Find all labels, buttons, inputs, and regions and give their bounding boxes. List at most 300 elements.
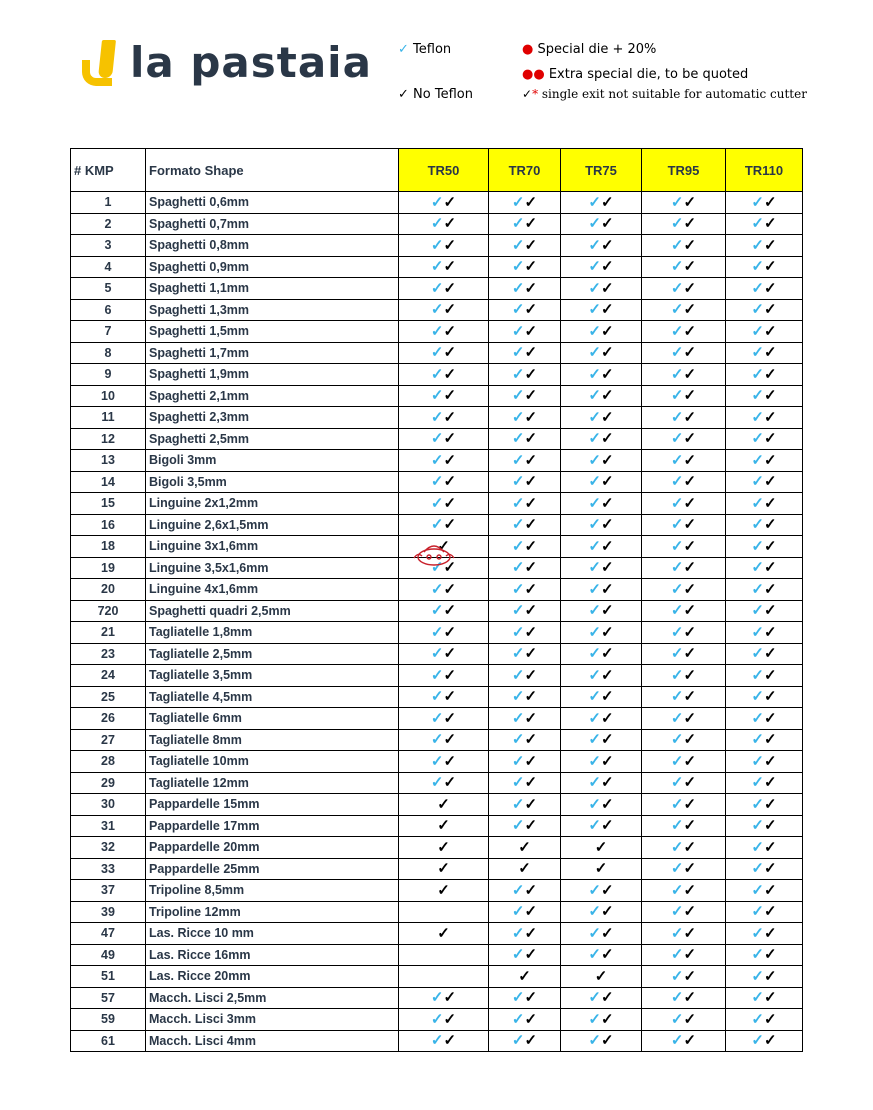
shape-name: Bigoli 3,5mm xyxy=(146,471,399,493)
availability-cell-tr95 xyxy=(642,256,726,278)
availability-cell-tr110 xyxy=(726,901,803,923)
shape-name: Tagliatelle 2,5mm xyxy=(146,643,399,665)
availability-cell-tr95 xyxy=(642,342,726,364)
teflon-check-icon: ✓ xyxy=(670,967,684,985)
no-teflon-check-icon: ✓ xyxy=(601,258,614,276)
no-teflon-check-icon: ✓ xyxy=(601,279,614,297)
no-teflon-check-icon: ✓ xyxy=(601,817,614,835)
availability-cell-tr75 xyxy=(561,299,642,321)
teflon-check-icon: ✓ xyxy=(430,688,444,706)
availability-cell-tr95 xyxy=(642,536,726,558)
availability-cell-tr50 xyxy=(399,686,489,708)
teflon-check-icon: ✓ xyxy=(751,688,764,706)
shape-name: Macch. Lisci 2,5mm xyxy=(146,987,399,1009)
no-teflon-check-icon: ✓ xyxy=(443,387,457,405)
availability-cell-tr95 xyxy=(642,622,726,644)
teflon-check-icon: ✓ xyxy=(670,1032,684,1050)
no-teflon-check-icon: ✓ xyxy=(764,408,777,426)
no-teflon-check-icon: ✓ xyxy=(601,709,614,727)
teflon-check-icon: ✓ xyxy=(751,623,764,641)
teflon-check-icon: ✓ xyxy=(751,924,764,942)
no-teflon-check-icon: ✓ xyxy=(601,537,614,555)
no-teflon-check-icon: ✓ xyxy=(601,688,614,706)
teflon-check-icon: ✓ xyxy=(751,731,764,749)
no-teflon-check-icon: ✓ xyxy=(524,709,538,727)
teflon-check-icon: ✓ xyxy=(751,473,764,491)
shape-name: Spaghetti 0,8mm xyxy=(146,235,399,257)
availability-cell-tr110 xyxy=(726,622,803,644)
no-teflon-check-icon: ✓ xyxy=(683,258,697,276)
availability-cell-tr75 xyxy=(561,1030,642,1052)
legend-special-die xyxy=(522,42,656,57)
teflon-check-icon: ✓ xyxy=(588,645,601,663)
availability-cell-tr110 xyxy=(726,557,803,579)
no-teflon-check-icon: ✓ xyxy=(601,301,614,319)
availability-cell-tr110 xyxy=(726,213,803,235)
teflon-check-icon: ✓ xyxy=(751,752,764,770)
shape-name: Tagliatelle 12mm xyxy=(146,772,399,794)
no-teflon-check-icon: ✓ xyxy=(601,215,614,233)
no-teflon-check-icon: ✓ xyxy=(443,666,457,684)
availability-cell-tr95 xyxy=(642,987,726,1009)
teflon-check-icon: ✓ xyxy=(430,645,444,663)
header-tr70: TR70 xyxy=(489,149,561,192)
teflon-check-icon: ✓ xyxy=(430,473,444,491)
teflon-check-icon: ✓ xyxy=(430,774,444,792)
availability-cell-tr50 xyxy=(399,428,489,450)
kmp-number: 18 xyxy=(71,536,146,558)
availability-cell-tr75 xyxy=(561,837,642,859)
teflon-check-icon: ✓ xyxy=(670,365,684,383)
teflon-check-icon: ✓ xyxy=(588,279,601,297)
no-teflon-check-icon: ✓ xyxy=(683,1032,697,1050)
availability-cell-tr50 xyxy=(399,837,489,859)
no-teflon-check-icon: ✓ xyxy=(524,193,538,211)
kmp-number: 57 xyxy=(71,987,146,1009)
teflon-check-icon: ✓ xyxy=(751,279,764,297)
no-teflon-check-icon: ✓ xyxy=(764,473,777,491)
availability-cell-tr95 xyxy=(642,192,726,214)
availability-cell-tr70 xyxy=(489,966,561,988)
availability-cell-tr70 xyxy=(489,815,561,837)
availability-cell-tr50 xyxy=(399,385,489,407)
no-teflon-check-icon: ✓ xyxy=(443,709,457,727)
brand-name: la pastaia xyxy=(130,37,372,87)
availability-cell-tr110 xyxy=(726,278,803,300)
table-row xyxy=(71,471,803,493)
teflon-check-icon: ✓ xyxy=(430,559,444,577)
no-teflon-check-icon: ✓ xyxy=(524,924,538,942)
table-row xyxy=(71,643,803,665)
no-teflon-check-icon: ✓ xyxy=(764,709,777,727)
teflon-check-icon: ✓ xyxy=(751,559,764,577)
kmp-number: 31 xyxy=(71,815,146,837)
header-tr110: TR110 xyxy=(726,149,803,192)
no-teflon-check-icon: ✓ xyxy=(443,430,457,448)
table-row xyxy=(71,686,803,708)
no-teflon-check-icon: ✓ xyxy=(601,494,614,512)
no-teflon-check-icon: ✓ xyxy=(443,473,457,491)
availability-cell-tr70 xyxy=(489,1009,561,1031)
teflon-check-icon: ✓ xyxy=(670,666,684,684)
availability-cell-tr75 xyxy=(561,536,642,558)
teflon-check-icon: ✓ xyxy=(751,1010,764,1028)
brand-logo xyxy=(80,34,372,90)
no-teflon-check-icon: ✓ xyxy=(443,774,457,792)
legend-no-teflon xyxy=(398,87,473,102)
no-teflon-check-icon: ✓ xyxy=(764,322,777,340)
teflon-check-icon: ✓ xyxy=(670,838,684,856)
legend-single-label: single exit not suitable for automatic cutter xyxy=(541,87,807,101)
kmp-number: 13 xyxy=(71,450,146,472)
no-teflon-check-icon: ✓ xyxy=(443,602,457,620)
teflon-check-icon: ✓ xyxy=(511,473,525,491)
table-row xyxy=(71,729,803,751)
teflon-check-icon: ✓ xyxy=(430,193,444,211)
teflon-check-icon: ✓ xyxy=(670,516,684,534)
no-teflon-check-icon: ✓ xyxy=(601,365,614,383)
no-teflon-check-icon: ✓ xyxy=(764,924,777,942)
no-teflon-check-icon: ✓ xyxy=(764,602,777,620)
availability-cell-tr75 xyxy=(561,772,642,794)
availability-cell-tr95 xyxy=(642,944,726,966)
no-teflon-check-icon: ✓ xyxy=(683,494,697,512)
teflon-check-icon: ✓ xyxy=(751,602,764,620)
shape-name: Linguine 2x1,2mm xyxy=(146,493,399,515)
no-teflon-check-icon: ✓ xyxy=(443,989,457,1007)
availability-cell-tr50 xyxy=(399,901,489,923)
legend-teflon xyxy=(398,42,451,57)
header-tr95: TR95 xyxy=(642,149,726,192)
availability-cell-tr50 xyxy=(399,579,489,601)
no-teflon-check-icon: ✓ xyxy=(764,645,777,663)
table-row xyxy=(71,493,803,515)
no-teflon-check-icon: ✓ xyxy=(683,430,697,448)
availability-cell-tr70 xyxy=(489,536,561,558)
no-teflon-check-icon: ✓ xyxy=(524,666,538,684)
availability-cell-tr70 xyxy=(489,772,561,794)
teflon-check-icon: ✓ xyxy=(588,795,601,813)
availability-cell-tr50 xyxy=(399,235,489,257)
no-teflon-check-icon: ✓ xyxy=(601,924,614,942)
availability-cell-tr95 xyxy=(642,901,726,923)
no-teflon-check-icon: ✓ xyxy=(601,774,614,792)
no-teflon-check-icon: ✓ xyxy=(524,301,538,319)
no-teflon-check-icon: ✓ xyxy=(524,989,538,1007)
teflon-check-icon: ✓ xyxy=(430,752,444,770)
teflon-check-icon: ✓ xyxy=(588,580,601,598)
availability-cell-tr110 xyxy=(726,751,803,773)
red-double-dot-icon: ●● xyxy=(522,67,545,82)
kmp-number: 9 xyxy=(71,364,146,386)
teflon-check-icon: ✓ xyxy=(670,795,684,813)
kmp-number: 51 xyxy=(71,966,146,988)
availability-cell-tr70 xyxy=(489,256,561,278)
table-row xyxy=(71,880,803,902)
teflon-check-icon: ✓ xyxy=(588,408,601,426)
availability-cell-tr50 xyxy=(399,708,489,730)
table-body xyxy=(71,192,803,1052)
kmp-number: 25 xyxy=(71,686,146,708)
no-teflon-check-icon: ✓ xyxy=(764,817,777,835)
teflon-check-icon: ✓ xyxy=(430,236,444,254)
teflon-check-icon: ✓ xyxy=(511,752,525,770)
availability-cell-tr95 xyxy=(642,557,726,579)
teflon-check-icon: ✓ xyxy=(588,623,601,641)
teflon-check-icon: ✓ xyxy=(511,688,525,706)
teflon-check-icon: ✓ xyxy=(670,215,684,233)
availability-cell-tr75 xyxy=(561,213,642,235)
availability-cell-tr110 xyxy=(726,987,803,1009)
availability-cell-tr70 xyxy=(489,708,561,730)
no-teflon-check-icon: ✓ xyxy=(443,408,457,426)
no-teflon-check-icon: ✓ xyxy=(601,408,614,426)
shape-name: Spaghetti 1,3mm xyxy=(146,299,399,321)
no-teflon-check-icon: ✓ xyxy=(524,645,538,663)
no-teflon-check-icon: ✓ xyxy=(683,408,697,426)
availability-cell-tr110 xyxy=(726,299,803,321)
availability-cell-tr75 xyxy=(561,1009,642,1031)
teflon-check-icon: ✓ xyxy=(430,279,444,297)
availability-cell-tr70 xyxy=(489,622,561,644)
availability-cell-tr70 xyxy=(489,557,561,579)
table-row xyxy=(71,858,803,880)
teflon-check-icon: ✓ xyxy=(670,473,684,491)
no-teflon-check-icon: ✓ xyxy=(443,688,457,706)
no-teflon-check-icon: ✓ xyxy=(683,344,697,362)
no-teflon-check-icon: ✓ xyxy=(764,258,777,276)
teflon-check-icon: ✓ xyxy=(511,731,525,749)
table-row xyxy=(71,342,803,364)
availability-cell-tr70 xyxy=(489,794,561,816)
teflon-check-icon: ✓ xyxy=(511,236,525,254)
kmp-number: 8 xyxy=(71,342,146,364)
no-teflon-check-icon: ✓ xyxy=(764,193,777,211)
teflon-check-icon: ✓ xyxy=(588,731,601,749)
teflon-check-icon: ✓ xyxy=(751,967,764,985)
teflon-check-icon: ✓ xyxy=(670,279,684,297)
availability-cell-tr70 xyxy=(489,278,561,300)
teflon-check-icon: ✓ xyxy=(751,774,764,792)
teflon-check-icon: ✓ xyxy=(430,580,444,598)
teflon-check-icon: ✓ xyxy=(588,322,601,340)
no-teflon-check-icon: ✓ xyxy=(601,946,614,964)
no-teflon-check-icon: ✓ xyxy=(443,365,457,383)
no-teflon-check-icon: ✓ xyxy=(443,236,457,254)
teflon-check-icon: ✓ xyxy=(511,709,525,727)
availability-cell-tr70 xyxy=(489,837,561,859)
availability-cell-tr50 xyxy=(399,471,489,493)
availability-cell-tr95 xyxy=(642,407,726,429)
availability-cell-tr75 xyxy=(561,493,642,515)
kmp-number: 49 xyxy=(71,944,146,966)
availability-cell-tr110 xyxy=(726,880,803,902)
availability-cell-tr75 xyxy=(561,514,642,536)
teflon-check-icon: ✓ xyxy=(670,301,684,319)
no-teflon-check-icon: ✓ xyxy=(524,1032,538,1050)
teflon-check-icon: ✓ xyxy=(398,42,409,57)
no-teflon-check-icon: ✓ xyxy=(524,881,538,899)
no-teflon-check-icon: ✓ xyxy=(683,881,697,899)
table-row xyxy=(71,901,803,923)
teflon-check-icon: ✓ xyxy=(511,408,525,426)
availability-cell-tr70 xyxy=(489,385,561,407)
availability-cell-tr95 xyxy=(642,686,726,708)
availability-cell-tr110 xyxy=(726,858,803,880)
no-teflon-check-icon: ✓ xyxy=(764,301,777,319)
no-teflon-check-icon: ✓ xyxy=(683,365,697,383)
no-teflon-check-icon: ✓ xyxy=(683,903,697,921)
availability-cell-tr70 xyxy=(489,299,561,321)
kmp-number: 21 xyxy=(71,622,146,644)
kmp-number: 61 xyxy=(71,1030,146,1052)
teflon-check-icon: ✓ xyxy=(511,645,525,663)
no-teflon-check-icon: ✓ xyxy=(437,537,450,555)
no-teflon-check-icon: ✓ xyxy=(683,215,697,233)
availability-cell-tr50 xyxy=(399,493,489,515)
teflon-check-icon: ✓ xyxy=(670,881,684,899)
teflon-check-icon: ✓ xyxy=(430,451,444,469)
teflon-check-icon: ✓ xyxy=(751,795,764,813)
teflon-check-icon: ✓ xyxy=(670,387,684,405)
availability-cell-tr70 xyxy=(489,342,561,364)
teflon-check-icon: ✓ xyxy=(588,236,601,254)
teflon-check-icon: ✓ xyxy=(511,258,525,276)
teflon-check-icon: ✓ xyxy=(511,666,525,684)
teflon-check-icon: ✓ xyxy=(751,344,764,362)
availability-cell-tr95 xyxy=(642,880,726,902)
no-teflon-check-icon: ✓ xyxy=(764,430,777,448)
availability-cell-tr95 xyxy=(642,493,726,515)
table-row xyxy=(71,794,803,816)
table-row xyxy=(71,428,803,450)
availability-cell-tr70 xyxy=(489,858,561,880)
teflon-check-icon: ✓ xyxy=(751,580,764,598)
no-teflon-check-icon: ✓ xyxy=(683,795,697,813)
table-row xyxy=(71,407,803,429)
no-teflon-check-icon: ✓ xyxy=(443,1010,457,1028)
teflon-check-icon: ✓ xyxy=(751,430,764,448)
availability-cell-tr75 xyxy=(561,256,642,278)
teflon-check-icon: ✓ xyxy=(588,344,601,362)
availability-cell-tr110 xyxy=(726,579,803,601)
no-teflon-check-icon: ✓ xyxy=(524,494,538,512)
teflon-check-icon: ✓ xyxy=(670,645,684,663)
teflon-check-icon: ✓ xyxy=(511,817,525,835)
kmp-number: 7 xyxy=(71,321,146,343)
teflon-check-icon: ✓ xyxy=(430,731,444,749)
teflon-check-icon: ✓ xyxy=(751,322,764,340)
availability-cell-tr70 xyxy=(489,1030,561,1052)
shape-name: Macch. Lisci 4mm xyxy=(146,1030,399,1052)
availability-cell-tr70 xyxy=(489,428,561,450)
teflon-check-icon: ✓ xyxy=(670,688,684,706)
teflon-check-icon: ✓ xyxy=(751,387,764,405)
teflon-check-icon: ✓ xyxy=(511,387,525,405)
availability-cell-tr95 xyxy=(642,772,726,794)
teflon-check-icon: ✓ xyxy=(670,193,684,211)
no-teflon-check-icon: ✓ xyxy=(524,258,538,276)
no-teflon-check-icon: ✓ xyxy=(524,279,538,297)
shape-name: Tagliatelle 1,8mm xyxy=(146,622,399,644)
shape-name: Pappardelle 17mm xyxy=(146,815,399,837)
kmp-number: 27 xyxy=(71,729,146,751)
table-row xyxy=(71,1030,803,1052)
no-teflon-check-icon: ✓ xyxy=(683,989,697,1007)
no-teflon-check-icon: ✓ xyxy=(443,344,457,362)
teflon-check-icon: ✓ xyxy=(511,881,525,899)
availability-cell-tr110 xyxy=(726,493,803,515)
availability-cell-tr70 xyxy=(489,192,561,214)
no-teflon-check-icon: ✓ xyxy=(683,473,697,491)
teflon-check-icon: ✓ xyxy=(670,236,684,254)
table-row xyxy=(71,299,803,321)
availability-cell-tr95 xyxy=(642,471,726,493)
availability-cell-tr75 xyxy=(561,794,642,816)
table-row xyxy=(71,213,803,235)
teflon-check-icon: ✓ xyxy=(670,903,684,921)
teflon-check-icon: ✓ xyxy=(511,279,525,297)
shape-name: Linguine 3x1,6mm xyxy=(146,536,399,558)
teflon-check-icon: ✓ xyxy=(751,903,764,921)
shape-name: Tagliatelle 10mm xyxy=(146,751,399,773)
kmp-number: 30 xyxy=(71,794,146,816)
no-teflon-check-icon: ✓ xyxy=(683,387,697,405)
availability-cell-tr50 xyxy=(399,751,489,773)
no-teflon-check-icon: ✓ xyxy=(398,87,409,102)
availability-cell-tr110 xyxy=(726,837,803,859)
teflon-check-icon: ✓ xyxy=(751,516,764,534)
teflon-check-icon: ✓ xyxy=(430,623,444,641)
no-teflon-check-icon: ✓ xyxy=(524,537,538,555)
teflon-check-icon: ✓ xyxy=(511,623,525,641)
availability-cell-tr70 xyxy=(489,944,561,966)
availability-cell-tr70 xyxy=(489,600,561,622)
no-teflon-check-icon: ✓ xyxy=(683,924,697,942)
shape-name: Tripoline 8,5mm xyxy=(146,880,399,902)
kmp-number: 14 xyxy=(71,471,146,493)
no-teflon-check-icon: ✓ xyxy=(443,494,457,512)
no-teflon-check-icon: ✓ xyxy=(524,451,538,469)
availability-cell-tr70 xyxy=(489,880,561,902)
teflon-check-icon: ✓ xyxy=(751,494,764,512)
no-teflon-check-icon: ✓ xyxy=(594,838,608,856)
teflon-check-icon: ✓ xyxy=(430,408,444,426)
availability-cell-tr110 xyxy=(726,772,803,794)
kmp-number: 15 xyxy=(71,493,146,515)
table-row xyxy=(71,278,803,300)
availability-cell-tr110 xyxy=(726,342,803,364)
availability-cell-tr50 xyxy=(399,256,489,278)
availability-cell-tr70 xyxy=(489,643,561,665)
kmp-number: 47 xyxy=(71,923,146,945)
no-teflon-check-icon: ✓ xyxy=(601,903,614,921)
no-teflon-check-icon: ✓ xyxy=(683,817,697,835)
availability-cell-tr70 xyxy=(489,901,561,923)
shape-name: Linguine 3,5x1,6mm xyxy=(146,557,399,579)
no-teflon-check-icon: ✓ xyxy=(764,537,777,555)
teflon-check-icon: ✓ xyxy=(588,946,601,964)
availability-cell-tr75 xyxy=(561,450,642,472)
availability-cell-tr110 xyxy=(726,794,803,816)
shape-name: Las. Ricce 16mm xyxy=(146,944,399,966)
availability-cell-tr110 xyxy=(726,665,803,687)
teflon-check-icon: ✓ xyxy=(511,559,525,577)
kmp-number: 33 xyxy=(71,858,146,880)
no-teflon-check-icon: ✓ xyxy=(594,967,608,985)
no-teflon-check-icon: ✓ xyxy=(764,344,777,362)
availability-cell-tr110 xyxy=(726,364,803,386)
